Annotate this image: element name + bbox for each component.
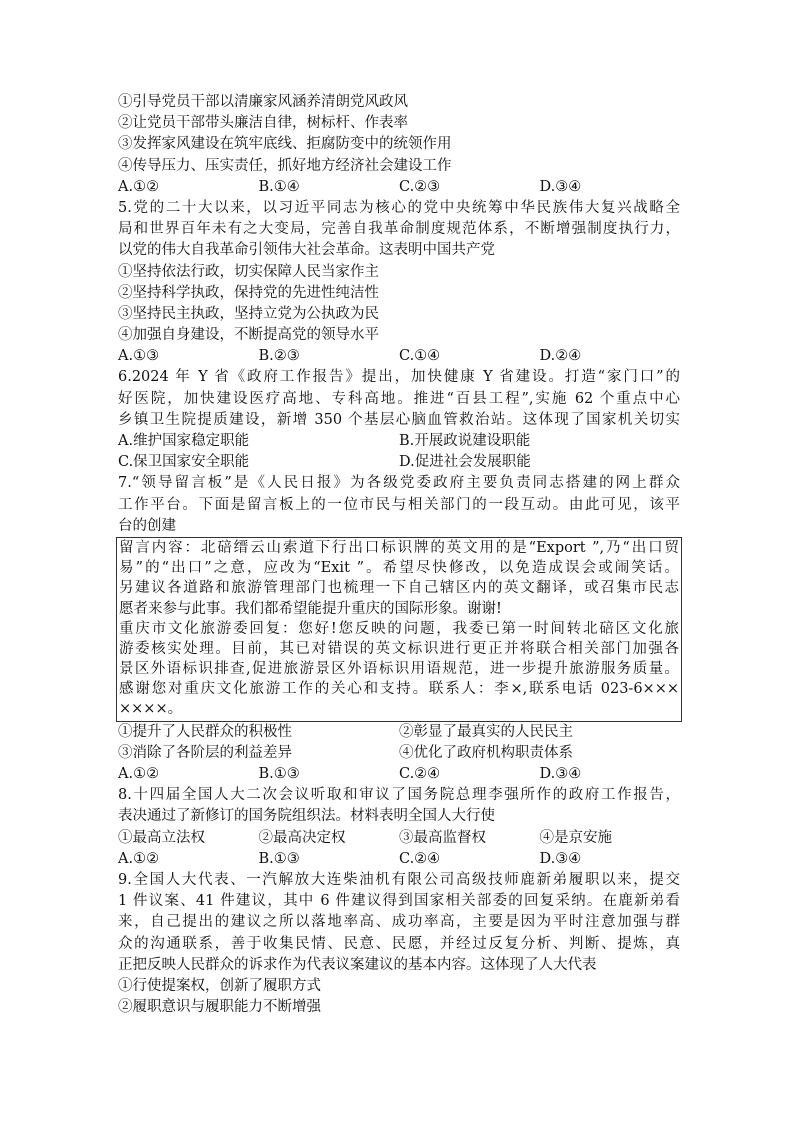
- q4-option-b: B.①④: [258, 178, 300, 195]
- q8-option-a: A.①②: [118, 850, 160, 867]
- q6-stem-line-1: 6.2024 年 Y 省《政府工作报告》提出，加快健康 Y 省建设。打造“家门口”的: [118, 369, 680, 386]
- q7-option-d: D.③④: [539, 766, 582, 782]
- q6-option-b: B.开展政说建设职能: [399, 433, 531, 449]
- q7-material-box: [116, 537, 682, 722]
- q9-stem-line-1: 9.全国人大代表、一汽解放大连柴油机有限公司高级技师鹿新弟履职以来，提交: [118, 871, 680, 888]
- q6-option-d: D.促进社会发展职能: [399, 454, 531, 471]
- q8-item-2: ②最高决定权: [258, 829, 346, 846]
- q5-item-2: ②坚持科学执政，保持党的先进性纯洁性: [118, 284, 379, 301]
- q6-options-row-1: [118, 431, 680, 452]
- q5-stem-line-3: 以党的伟大自我革命引领伟大社会革命。这表明中国共产党: [118, 242, 495, 259]
- q7-material-line-7: 景区外语标识排查,促进旅游景区外语标识用语规范，进一步提升旅游服务质量。: [119, 661, 679, 678]
- q8-stem-line-2: 表决通过了新修订的国务院组织法。材料表明全国人大行使: [118, 808, 495, 825]
- q5-option-b: B.②③: [258, 348, 300, 365]
- q7-item-1: ①提升了人民群众的积极性: [118, 723, 292, 740]
- q5-option-d: D.②④: [539, 348, 582, 365]
- q5-stem-line-2: 局和世界百年未有之大变局，完善自我革命制度规范体系，不断增强制度执行力，: [118, 221, 680, 238]
- q9-stem-line-4: 众的沟通联系，善于收集民情、民意、民愿，并经过反复分析、判断、提炼，真: [118, 935, 680, 952]
- q8-item-3: ③最高监督权: [399, 829, 486, 846]
- q7-material-line-5: 重庆市文化旅游委回复：您好!您反映的问题，我委已第一时间转北碚区文化旅: [119, 620, 679, 637]
- q7-material-line-1: 留言内容：北碚缙云山索道下行出口标识牌的英文用的是“Export ”,乃“出口贸: [119, 539, 679, 556]
- q7-item-3: ③消除了各阶层的利益差异: [118, 744, 292, 761]
- q4-option-a: A.①②: [118, 178, 160, 195]
- q5-item-1: ①坚持依法行政，切实保障人民当家作主: [118, 263, 379, 280]
- q6-stem-line-3: 乡镇卫生院提质建设，新增 350 个基层心脑血管救治站。这体现了国家机关切实: [118, 411, 680, 428]
- q7-item-4: ④优化了政府机构职责体系: [399, 744, 573, 761]
- q6-stem-line-2: 好医院，加快建设医疗高地、专科高地。推进“百县工程”,实施 62 个重点中心: [118, 390, 680, 407]
- exam-page: [118, 92, 680, 1018]
- q6-options-row-2: [118, 452, 680, 473]
- q8-option-d: D.③④: [539, 850, 582, 867]
- q7-stem-line-3: 台的创建: [118, 517, 176, 534]
- q7-option-c: C.②④: [399, 766, 441, 782]
- q8-items: [118, 828, 680, 849]
- q9-stem-line-2: 1 件议案、41 件建议，其中 6 件建议得到国家相关部委的回复采纳。在鹿新弟看: [118, 893, 680, 910]
- q4-item-4: ④传导压力、压实责任，抓好地方经济社会建设工作: [118, 157, 452, 174]
- q4-item-1: ①引导党员干部以清廉家风涵养清朗党风政风: [118, 94, 408, 110]
- q4-options: [118, 177, 680, 198]
- q5-option-c: C.①④: [399, 348, 441, 365]
- q7-option-b: B.①③: [258, 766, 300, 782]
- q7-material-line-4: 愿者来参与此事。我们都希望能提升重庆的国际形象。谢谢!: [119, 600, 502, 617]
- q7-material-line-2: 易”的“出口”之意，应改为“Exit ”。希望尽快修改，以免造成误会或闹笑话。: [119, 560, 679, 577]
- q7-material-line-6: 游委核实处理。目前，其已对错误的英文标识进行更正并将联合相关部门加强各: [119, 640, 679, 657]
- q7-stem-line-1: 7.“领导留言板”是《人民日报》为各级党委政府主要负责同志搭建的网上群众: [118, 475, 680, 492]
- q8-option-c: C.②④: [399, 850, 441, 867]
- q9-stem-line-3: 来，自己提出的建议之所以落地率高、成功率高，主要是因为平时注意加强与群: [118, 914, 680, 931]
- q8-stem-line-1: 8.十四届全国人大二次会议听取和审议了国务院总理李强所作的政府工作报告，: [118, 787, 680, 804]
- q7-stem-line-2: 工作平台。下面是留言板上的一位市民与相关部门的一段互动。由此可见，该平: [118, 496, 680, 513]
- q9-item-1: ①行使提案权，创新了履职方式: [118, 977, 321, 994]
- q8-options: [118, 849, 680, 870]
- q7-item-2: ②彰显了最真实的人民民主: [399, 723, 573, 740]
- q5-item-4: ④加强自身建设，不断提高党的领导水平: [118, 327, 379, 344]
- q5-options: [118, 346, 680, 367]
- q8-option-b: B.①③: [258, 850, 300, 867]
- q7-items-row-2: [118, 743, 680, 764]
- q4-option-d: D.③④: [539, 178, 582, 195]
- q7-options: [118, 764, 680, 785]
- q9-item-2: ②履职意识与履职能力不断增强: [118, 999, 321, 1016]
- q6-option-a: A.维护国家稳定职能: [118, 433, 250, 449]
- q9-stem-line-5: 正把反映人民群众的诉求作为代表议案建议的基本内容。这体现了人大代表: [118, 956, 597, 973]
- q7-material-line-3: 另建议各道路和旅游管理部门也梳理一下自己辖区内的英文翻译，或召集市民志: [119, 580, 679, 597]
- q7-option-a: A.①②: [118, 766, 160, 782]
- q6-option-c: C.保卫国家安全职能: [118, 454, 250, 471]
- q5-option-a: A.①③: [118, 348, 160, 365]
- q7-material-line-9: ××××。: [119, 701, 183, 718]
- q7-items-row-1: [118, 722, 680, 743]
- q5-stem-line-1: 5.党的二十大以来，以习近平同志为核心的党中央统筹中华民族伟大复兴战略全: [118, 199, 680, 216]
- q8-item-1: ①最高立法权: [118, 829, 205, 846]
- q4-item-3: ③发挥家风建设在筑牢底线、拒腐防变中的统领作用: [118, 136, 452, 153]
- q7-material-line-8: 感谢您对重庆文化旅游工作的关心和支持。联系人：李×,联系电话 023-6×××: [119, 681, 679, 698]
- q4-option-c: C.②③: [399, 178, 441, 195]
- q8-item-4: ④是京安施: [539, 829, 612, 846]
- q5-item-3: ③坚持民主执政，坚持立党为公执政为民: [118, 305, 379, 322]
- q4-item-2: ②让党员干部带头廉洁自律，树标杆、作表率: [118, 115, 408, 132]
